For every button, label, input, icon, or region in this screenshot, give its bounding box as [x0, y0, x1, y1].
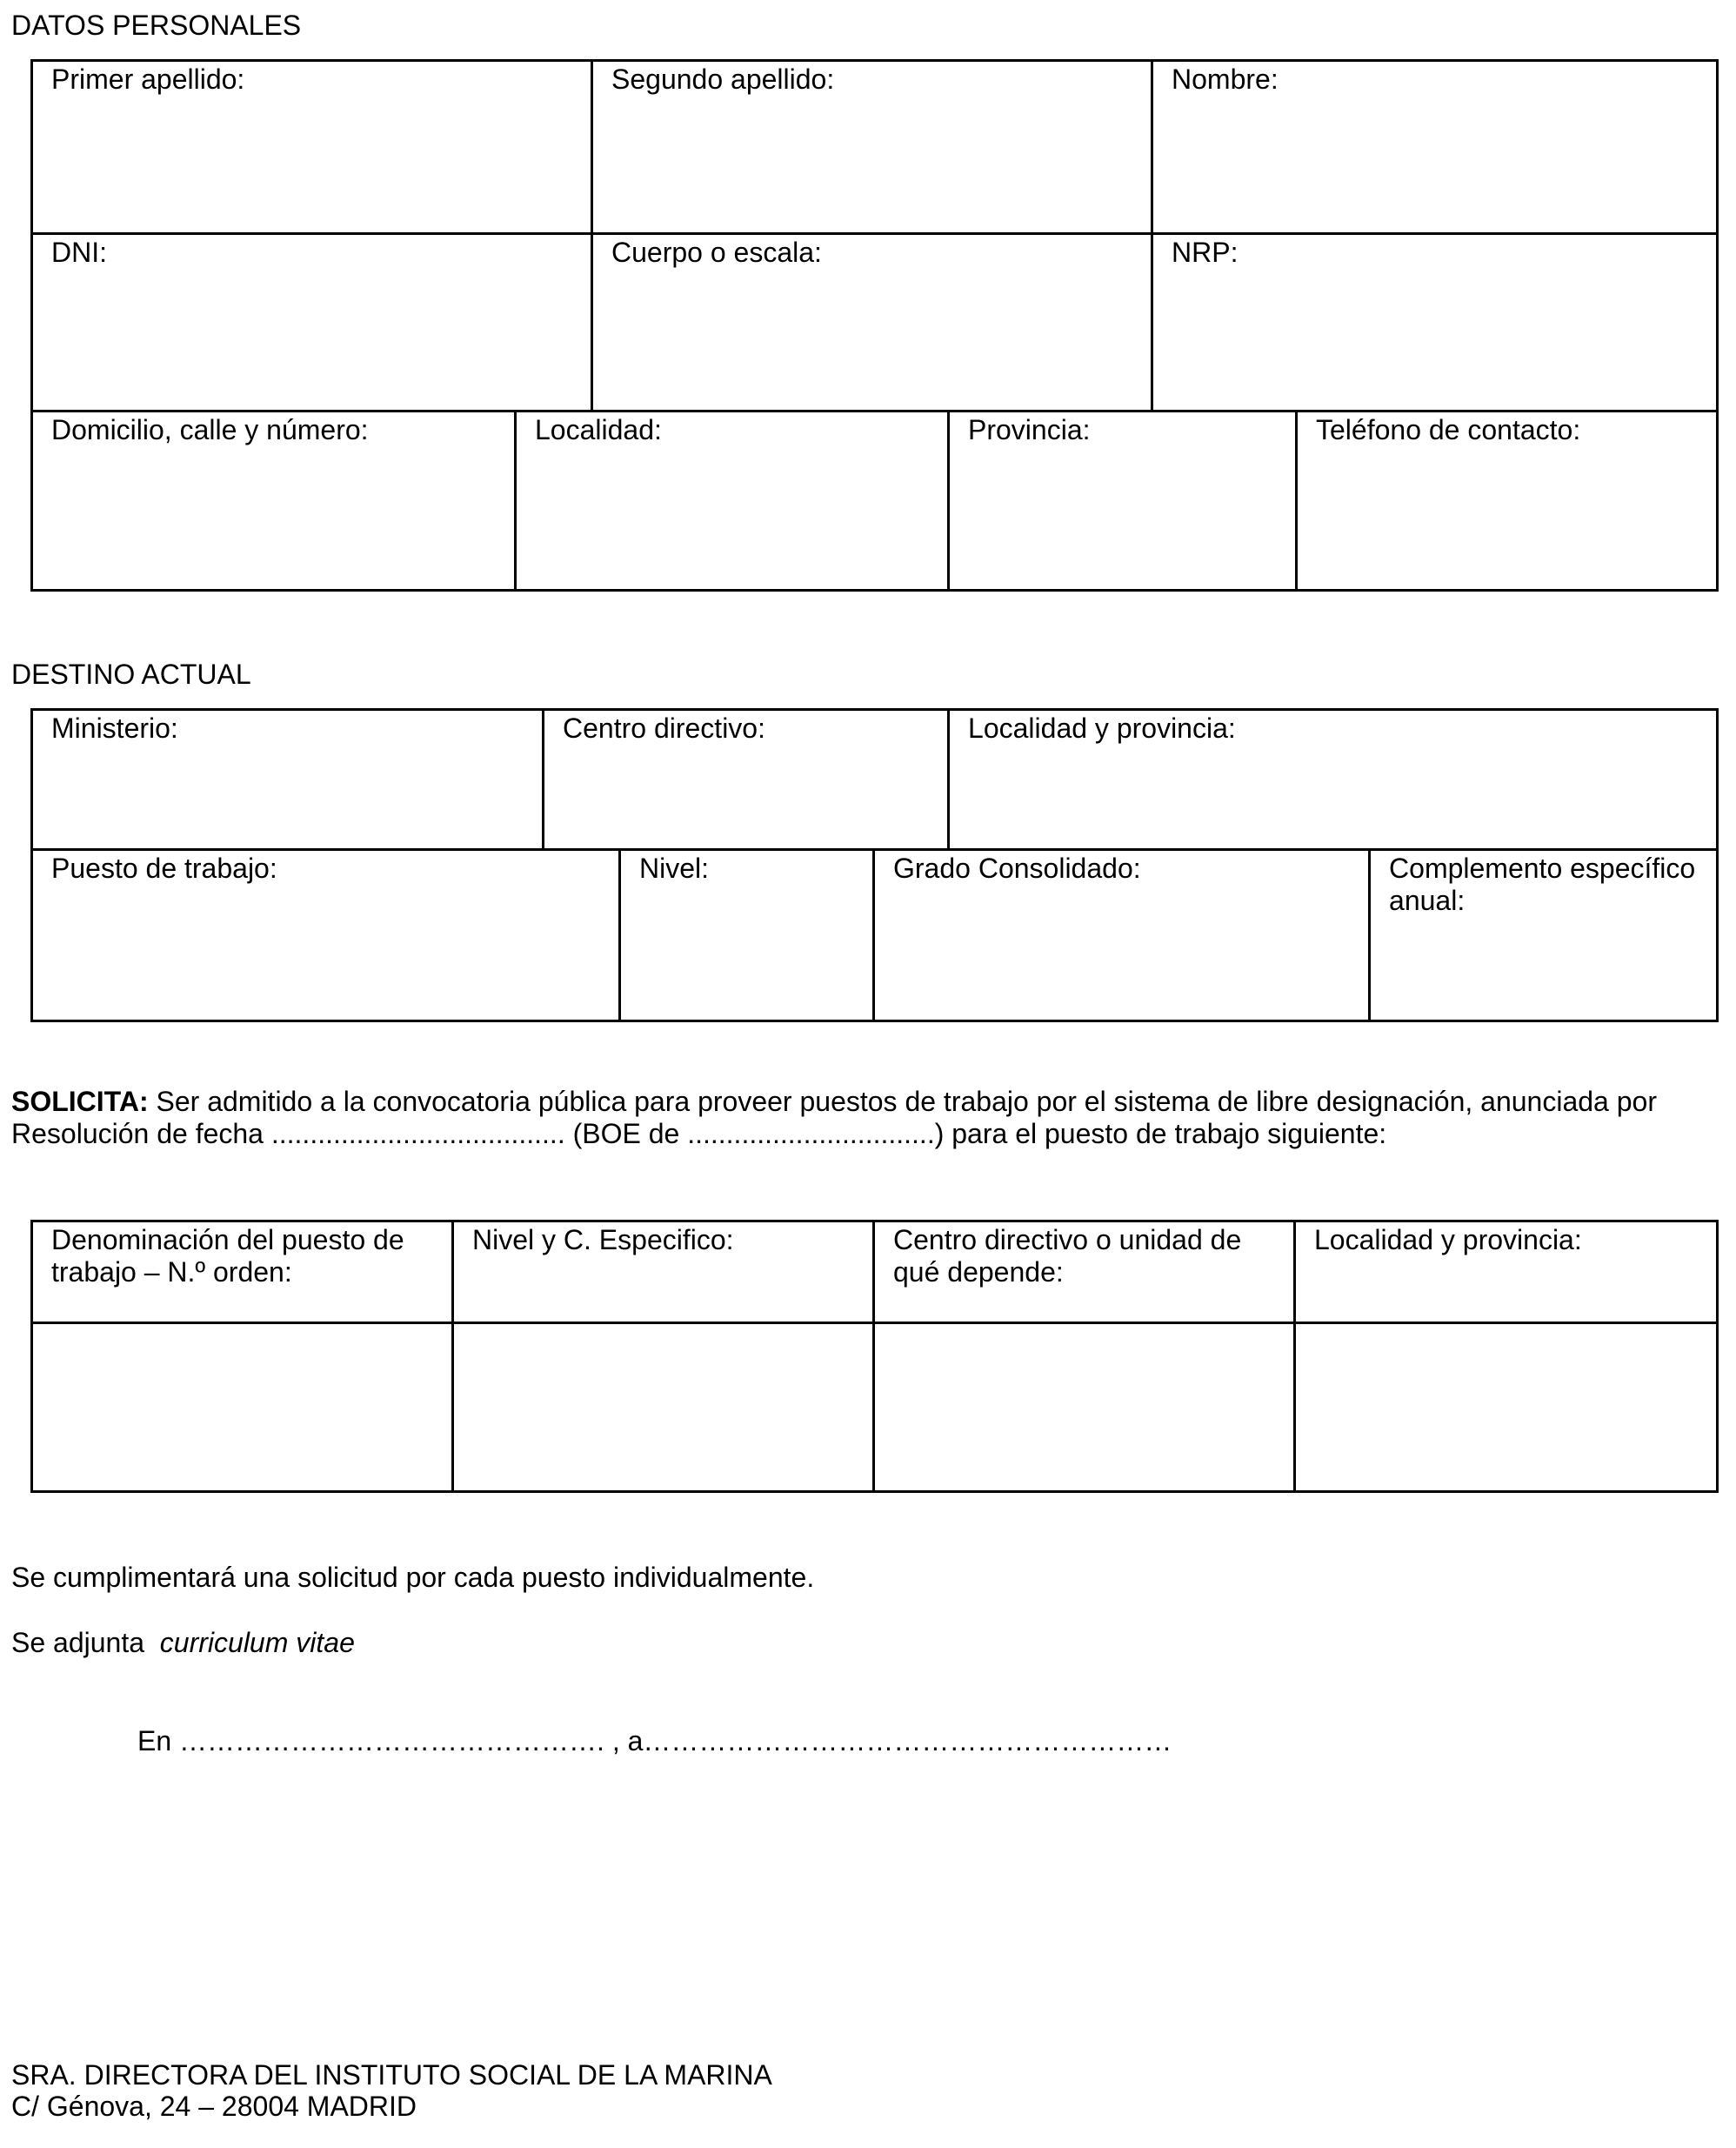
grado-consolidado-label: Grado Consolidado:	[893, 853, 1141, 884]
note-one-solicitud: Se cumplimentará una solicitud por cada puesto individualmente.	[11, 1562, 815, 1593]
nivel-especifico-header	[453, 1221, 874, 1323]
denominacion-input-cell[interactable]	[32, 1323, 453, 1492]
domicilio-field[interactable]	[32, 412, 516, 591]
cuerpo-escala-label: Cuerpo o escala:	[611, 237, 822, 268]
cuerpo-escala-field[interactable]	[592, 234, 1152, 412]
localidad-label: Localidad:	[535, 414, 662, 445]
localidad-provincia-header	[1295, 1221, 1718, 1323]
datos-personales-heading: DATOS PERSONALES	[11, 10, 302, 41]
note-curriculum-italic: curriculum vitae	[159, 1627, 355, 1658]
addressee-line-1: SRA. DIRECTORA DEL INSTITUTO SOCIAL DE LA MARINA	[11, 2059, 772, 2091]
dni-field[interactable]	[32, 234, 592, 412]
grado-consolidado-field[interactable]	[874, 850, 1370, 1021]
centro-unidad-input-cell[interactable]	[874, 1323, 1295, 1492]
localidad-provincia-field[interactable]	[949, 710, 1718, 850]
nrp-label: NRP:	[1172, 237, 1239, 268]
dni-label: DNI:	[51, 237, 107, 268]
nivel-label: Nivel:	[639, 853, 710, 884]
note-curriculum	[11, 1627, 1716, 1659]
denominacion-header	[32, 1221, 453, 1323]
provincia-label: Provincia:	[968, 414, 1091, 445]
solicita-paragraph	[11, 1086, 1716, 1150]
domicilio-label: Domicilio, calle y número:	[51, 414, 369, 445]
nivel-especifico-label: Nivel y C. Especifico:	[472, 1224, 734, 1255]
centro-unidad-header	[874, 1221, 1295, 1323]
centro-directivo-field[interactable]	[544, 710, 949, 850]
provincia-field[interactable]	[949, 412, 1297, 591]
nivel-especifico-input-cell[interactable]	[453, 1323, 874, 1492]
destino-actual-heading: DESTINO ACTUAL	[11, 659, 251, 690]
telefono-label: Teléfono de contacto:	[1316, 414, 1581, 445]
destino-actual-table	[30, 708, 1719, 1022]
complemento-especifico-field[interactable]	[1370, 850, 1718, 1021]
primer-apellido-field[interactable]	[32, 61, 592, 234]
nombre-field[interactable]	[1152, 61, 1718, 234]
localidad-field[interactable]	[516, 412, 949, 591]
localidad-provincia-input-cell[interactable]	[1295, 1323, 1718, 1492]
puesto-trabajo-label: Puesto de trabajo:	[51, 853, 277, 884]
primer-apellido-label: Primer apellido:	[51, 64, 245, 95]
solicita-text: Ser admitido a la convocatoria pública para proveer puestos de trabajo por el sistema de libre designación, anunciada por Resolución de fecha ...................................... (BOE de ................................) para el puesto de trabajo siguiente:	[11, 1086, 1657, 1149]
puesto-solicitado-table	[30, 1220, 1719, 1493]
nrp-field[interactable]	[1152, 234, 1718, 412]
centro-unidad-label: Centro directivo o unidad de qué depende:	[893, 1224, 1242, 1288]
segundo-apellido-label: Segundo apellido:	[611, 64, 835, 95]
ministerio-label: Ministerio:	[51, 713, 178, 744]
puesto-trabajo-field[interactable]	[32, 850, 620, 1021]
denominacion-label: Denominación del puesto de trabajo – N.º orden:	[51, 1224, 404, 1288]
localidad-provincia-puesto-label: Localidad y provincia:	[1314, 1224, 1582, 1255]
note-curriculum-prefix: Se adjunta	[11, 1627, 160, 1658]
localidad-provincia-label: Localidad y provincia:	[968, 713, 1236, 744]
nombre-label: Nombre:	[1172, 64, 1279, 95]
nivel-field[interactable]	[620, 850, 874, 1021]
complemento-especifico-label: Complemento específico anual:	[1389, 853, 1696, 916]
place-date-line[interactable]: En ………………………………………. , a…………………………………………………	[137, 1725, 1172, 1757]
segundo-apellido-field[interactable]	[592, 61, 1152, 234]
solicita-label: SOLICITA:	[11, 1086, 149, 1117]
centro-directivo-label: Centro directivo:	[563, 713, 765, 744]
telefono-field[interactable]	[1297, 412, 1718, 591]
addressee-line-2: C/ Génova, 24 – 28004 MADRID	[11, 2091, 417, 2122]
ministerio-field[interactable]	[32, 710, 544, 850]
datos-personales-table	[30, 59, 1719, 592]
